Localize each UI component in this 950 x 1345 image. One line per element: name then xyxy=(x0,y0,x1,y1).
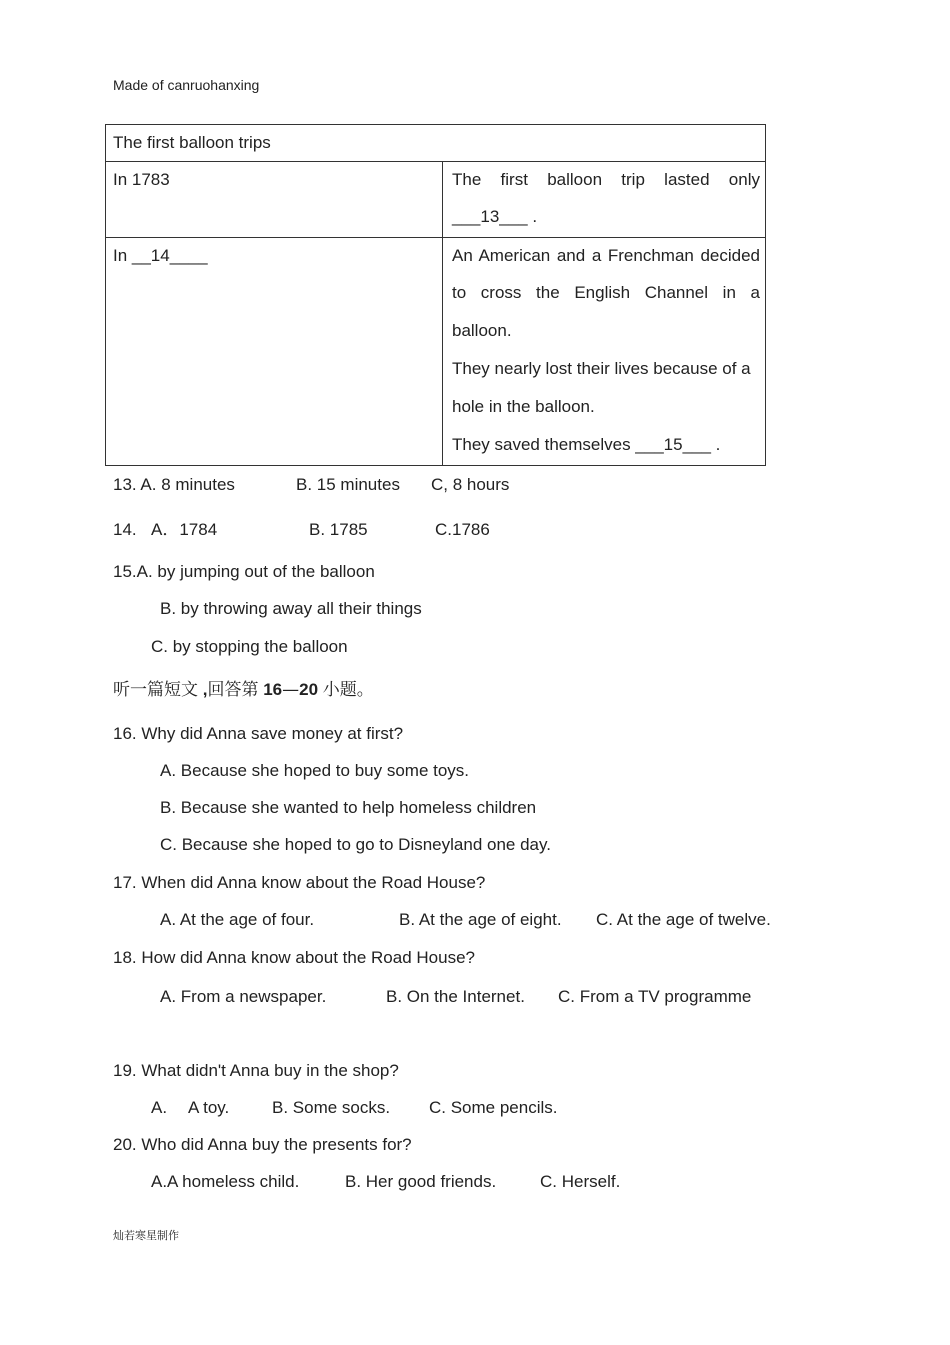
table-cell-desc-1 xyxy=(443,162,766,238)
q14-number: 14. xyxy=(113,520,137,539)
row2-line4: They nearly lost their lives because of a xyxy=(452,359,751,378)
q19-option-b: B. Some socks. xyxy=(272,1098,391,1117)
q13-option-c: C, 8 hours xyxy=(431,475,510,494)
q13-option-a: 13. A. 8 minutes xyxy=(113,475,235,494)
q20-option-a: A.A homeless child. xyxy=(151,1172,300,1191)
row2-left-text: In __14____ xyxy=(113,246,208,265)
q19-option-c: C. Some pencils. xyxy=(429,1098,558,1117)
row2-line3: balloon. xyxy=(452,321,512,340)
q15-option-c: C. by stopping the balloon xyxy=(151,637,348,656)
q20-question: 20. Who did Anna buy the presents for? xyxy=(113,1135,412,1154)
row1-line2: ___13___ . xyxy=(452,207,538,226)
q13-option-b: B. 15 minutes xyxy=(296,475,400,494)
q16-question: 16. Why did Anna save money at first? xyxy=(113,724,404,743)
instruction-comma: , xyxy=(198,680,208,699)
q16-option-c: C. Because she hoped to go to Disneyland one day. xyxy=(160,835,551,854)
instruction-part1: 听一篇短文 xyxy=(113,680,198,700)
q15-option-b: B. by throwing away all their things xyxy=(160,599,422,618)
q18-option-c: C. From a TV programme xyxy=(558,987,752,1006)
balloon-trips-table xyxy=(105,124,766,466)
q16-option-a: A. Because she hoped to buy some toys. xyxy=(160,761,470,780)
q15-option-a: 15.A. by jumping out of the balloon xyxy=(113,562,375,581)
q17-question: 17. When did Anna know about the Road House? xyxy=(113,873,486,892)
table-title: The first balloon trips xyxy=(106,125,766,162)
range-end: 20 xyxy=(299,680,319,699)
page-header: Made of canruohanxing xyxy=(113,77,260,93)
table-cell-year-blank xyxy=(106,238,443,466)
range-start: 16 xyxy=(263,680,283,699)
instruction-part4: 小题。 xyxy=(322,680,374,700)
q20-option-c: C. Herself. xyxy=(540,1172,621,1191)
range-dash: — xyxy=(282,680,300,700)
q18-option-b: B. On the Internet. xyxy=(386,987,525,1006)
q14-option-c: C.1786 xyxy=(435,520,490,539)
q19-option-a: A toy. xyxy=(188,1098,230,1117)
row1-line1: The first balloon trip lasted only xyxy=(452,170,760,189)
q17-option-a: A. At the age of four. xyxy=(160,910,315,929)
table-cell-desc-2 xyxy=(443,238,766,466)
row2-line6: They saved themselves ___15___ . xyxy=(452,435,721,454)
q19-question: 19. What didn't Anna buy in the shop? xyxy=(113,1061,399,1080)
section-instruction xyxy=(113,680,374,700)
table-cell-year-1783 xyxy=(106,162,443,238)
q17-option-b: B. At the age of eight. xyxy=(399,910,562,929)
q14-option-a: A．1784 xyxy=(151,520,218,539)
instruction-part3: 回答第 xyxy=(207,680,259,700)
q16-option-b: B. Because she wanted to help homeless children xyxy=(160,798,537,817)
q18-question: 18. How did Anna know about the Road House? xyxy=(113,948,475,967)
q19-option-a-label: A. xyxy=(151,1098,168,1117)
row2-line1: An American and a Frenchman decided xyxy=(452,246,760,265)
q20-option-b: B. Her good friends. xyxy=(345,1172,497,1191)
q17-option-c: C. At the age of twelve. xyxy=(596,910,771,929)
q14-option-b: B. 1785 xyxy=(309,520,368,539)
page-footer: 灿若寒星制作 xyxy=(113,1229,179,1242)
q18-option-a: A. From a newspaper. xyxy=(160,987,327,1006)
row2-line2: to cross the English Channel in a xyxy=(452,283,760,302)
row1-left-text: In 1783 xyxy=(113,170,170,189)
row2-line5: hole in the balloon. xyxy=(452,397,595,416)
